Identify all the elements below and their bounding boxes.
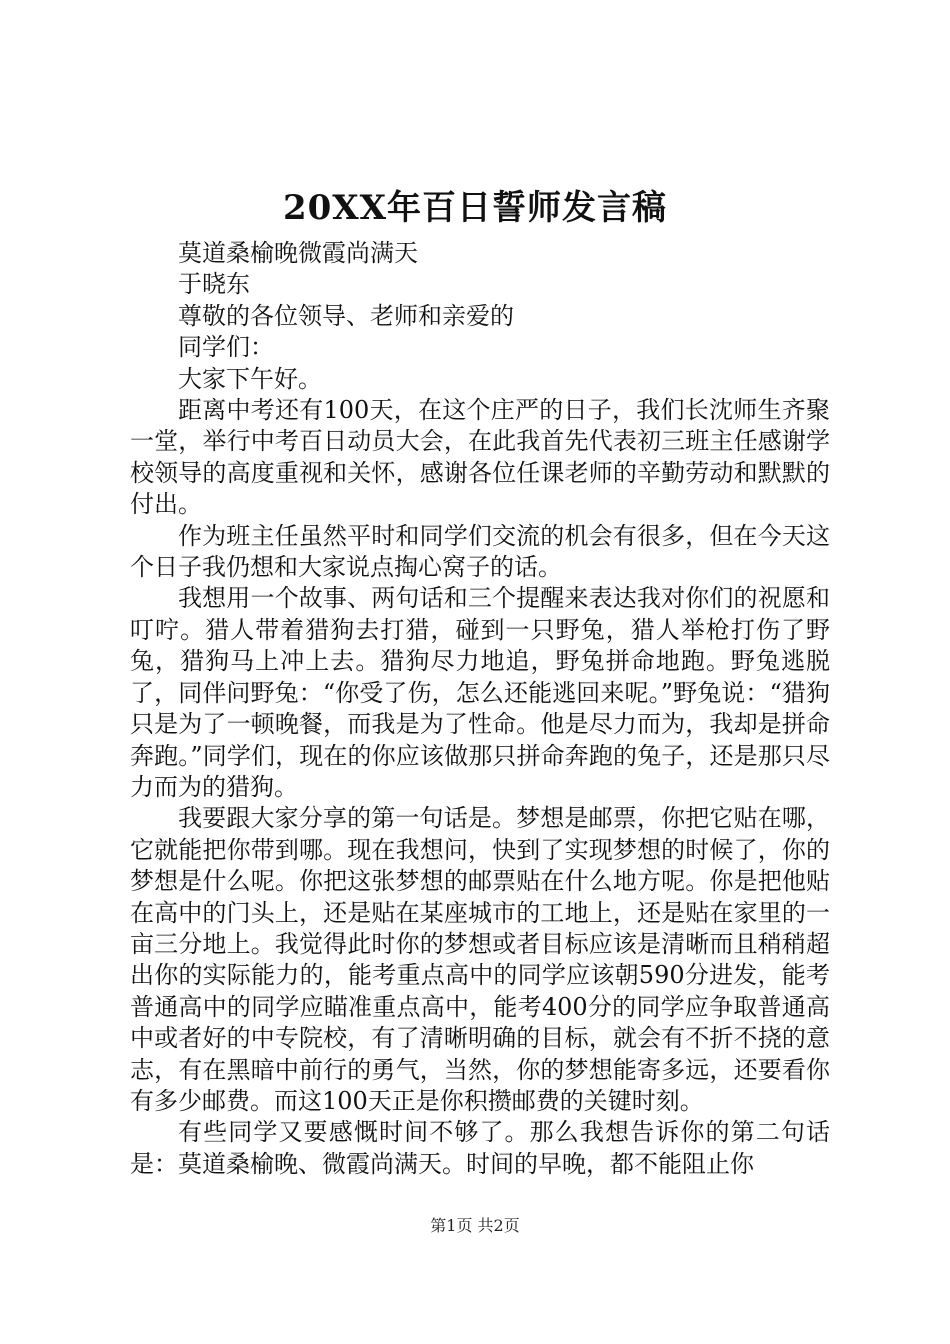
paragraph-subtitle: 莫道桑榆晚微霞尚满天 [178,239,418,267]
paragraph-salutation: 尊敬的各位领导、老师和亲爱的 [178,301,514,330]
paragraph-greeting: 大家下午好。 [178,364,322,393]
paragraph: 作为班主任虽然平时和同学们交流的机会有很多，但在今天这个日子我仍想和大家说点掏心窝子的话。 [130,521,830,582]
page-number-footer: 第1页 共2页 [430,1216,520,1235]
document-title: 20XX年百日誓师发言稿 [282,188,668,228]
paragraph: 距离中考还有100天，在这个庄严的日子，我们长沈师生齐聚一堂，举行中考百日动员大会，在此我首先代表初三班主任感谢学校领导的高度重视和关怀，感谢各位任课老师的辛勤劳动和默默的付出。 [130,396,830,519]
document-body [130,238,830,1180]
paragraph-salutation-cont: 同学们： [178,333,274,362]
paragraph-author: 于晓东 [178,270,250,299]
paragraph: 我要跟大家分享的第一句话是。梦想是邮票，你把它贴在哪，它就能把你带到哪。现在我想问，快到了实现梦想的时候了，你的梦想是什么呢。你把这张梦想的邮票贴在什么地方呢。你是把他贴在高中的门头上，还是贴在某座城市的工地上，还是贴在家里的一亩三分地上。我觉得此时你的梦想或者目标应该是清晰而且稍稍超出你的实际能力的，能考重点高中的同学应该朝590分进发，能考普通高中的同学应瞄准重点高中，能考400分的同学应争取普通高中或者好的中专院校，有了清晰明确的目标，就会有不折不挠的意志，有在黑暗中前行的勇气，当然，你的梦想能寄多远，还要看你有多少邮费。而这100天正是你积攒邮费的关键时刻。 [130,804,830,1115]
paragraph: 我想用一个故事、两句话和三个提醒来表达我对你们的祝愿和叮咛。猎人带着猎狗去打猎，碰到一只野兔，猎人举枪打伤了野兔，猎狗马上冲上去。猎狗尽力地追，野兔拼命地跑。野兔逃脱了，同伴问野兔：“你受了伤，怎么还能逃回来呢。”野兔说：“猎狗只是为了一顿晚餐，而我是为了性命。他是尽力而为，我却是拼命奔跑。”同学们，现在的你应该做那只拼命奔跑的兔子，还是那只尽力而为的猎狗。 [130,584,830,801]
paragraph: 有些同学又要感慨时间不够了。那么我想告诉你的第二句话是：莫道桑榆晚、微霞尚满天。时间的早晚，都不能阻止你 [130,1118,830,1178]
